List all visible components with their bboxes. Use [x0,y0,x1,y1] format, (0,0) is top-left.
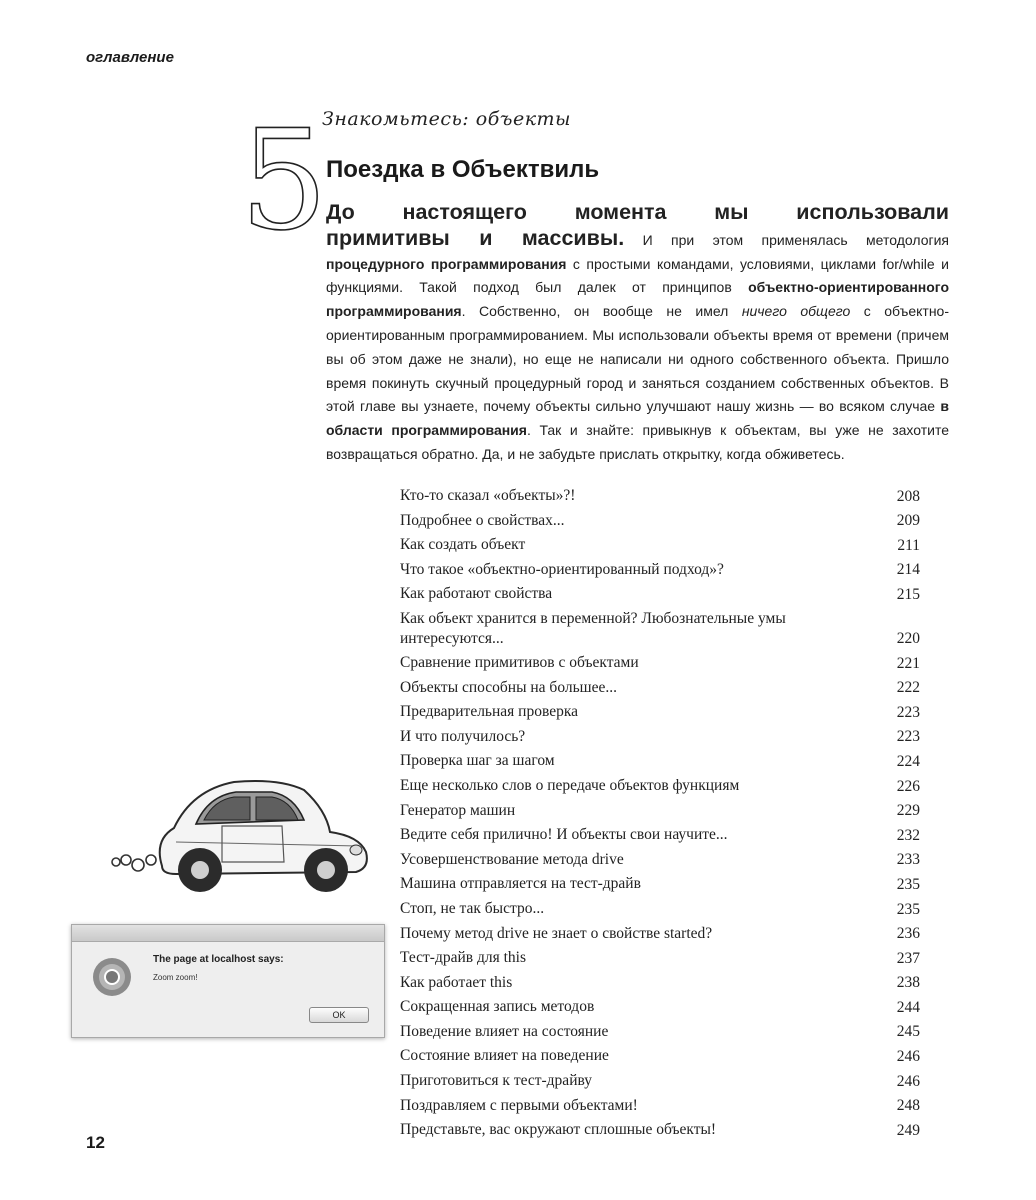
toc-entry-title: Состояние влияет на поведение [400,1047,609,1065]
toc-entry-page: 220 [896,629,920,647]
toc-entry-title: Объекты способны на большее... [400,678,617,696]
toc-row [400,774,920,799]
toc-row [400,946,920,971]
toc-entry-page: 223 [896,703,920,721]
toc-entry-title: Поздравляем с первыми объектами! [400,1096,638,1114]
toc-row [400,1020,920,1045]
toc-entry-page: 232 [896,826,920,844]
toc-entry-title: Как работают свойства [400,585,553,603]
toc-entry-title: Машина отправляется на тест-драйв [400,875,641,893]
toc-entry-title: Тест-драйв для this [400,949,526,967]
toc-entry-page: 229 [896,802,920,820]
toc-entry-title: Подробнее о свойствах... [400,511,565,529]
toc-row [400,676,920,701]
toc-entry-title: Сокращенная запись методов [400,998,595,1016]
ok-button[interactable]: OK [309,1007,369,1023]
running-head: оглавление [86,49,174,66]
toc-entry-page: 246 [896,1048,920,1066]
toc-row [400,533,920,558]
intro-text: . Собственно, он вообще не имел [461,303,742,320]
table-of-contents [400,484,920,1143]
toc-row [400,607,920,651]
intro-text: с простыми командами, условиями, циклами for/while и функциями. Такой подход был далек от принципов [326,255,949,296]
toc-entry-page: 235 [896,875,920,893]
toc-entry-page: 245 [896,1023,920,1041]
toc-entry-title: Как работает this [400,973,513,991]
chapter-title: Поездка в Объектвиль [326,156,600,183]
toc-entry-title: Кто-то сказал «объекты»?! [400,487,576,504]
toc-row [400,700,920,725]
intro-italic: ничего общего [741,303,851,320]
toc-entry-page: 208 [896,487,920,505]
toc-entry-page: 233 [896,851,920,869]
toc-row [400,848,920,873]
toc-row [400,1044,920,1069]
toc-entry-title: Усовершенствование метода drive [400,850,624,868]
toc-entry-page: 209 [896,512,920,530]
toc-entry-title: Еще несколько слов о передаче объектов функциям [400,776,740,794]
chapter-intro [326,201,949,467]
toc-row [400,995,920,1020]
toc-entry-page: 224 [896,752,920,770]
toc-entry-page: 215 [896,585,920,603]
toc-entry-page: 238 [896,974,920,992]
toc-entry-title: Что такое «объектно-ориентированный подход»? [400,560,724,578]
toc-entry-title: И что получилось? [400,727,526,745]
intro-bold: объектно-ориентированного программирования [326,279,949,320]
intro-bold: процедурного программирования [326,255,567,272]
chapter-subtitle: Знакомьтесь: объекты [322,108,572,130]
toc-row [400,823,920,848]
toc-entry-page: 244 [896,998,920,1016]
toc-entry-page: 222 [896,679,920,697]
toc-entry-page: 223 [896,728,920,746]
toc-entry-title: Приготовиться к тест-драйву [400,1072,593,1090]
toc-row [400,1118,920,1143]
toc-row [400,897,920,922]
toc-row [400,971,920,996]
toc-row [400,1069,920,1094]
toc-entry-page: 237 [896,949,920,967]
toc-row [400,749,920,774]
toc-entry-title: Представьте, вас окружают сплошные объекты! [400,1121,717,1139]
toc-entry-page: 226 [896,777,920,795]
alert-dialog [71,924,385,1038]
toc-row [400,509,920,534]
toc-entry-title: Ведите себя прилично! И объекты свои научите... [400,826,728,844]
toc-entry-title: Как создать объект [400,536,526,554]
dialog-titlebar [72,925,384,942]
intro-text: . Так и знайте: привыкнув к объектам, вы уже не захотите возвращаться обратно. Да, и не забудьте прислать открытку, когда обживетесь. [326,422,950,462]
toc-row [400,484,920,509]
toc-entry-title: Поведение влияет на состояние [400,1022,609,1040]
toc-row [400,922,920,947]
toc-entry-page: 214 [896,561,920,579]
toc-entry-page: 211 [897,536,920,554]
toc-entry-page: 248 [896,1097,920,1115]
toc-entry-page: 249 [896,1121,920,1139]
dialog-heading: The page at localhost says: [153,954,284,965]
toc-row [400,582,920,607]
toc-row [400,799,920,824]
toc-row [400,558,920,583]
toc-entry-title: Сравнение примитивов с объектами [400,653,639,671]
toc-entry-page: 246 [896,1072,920,1090]
car-illustration [104,770,394,900]
page-number: 12 [86,1133,105,1152]
toc-entry-page: 235 [896,900,920,918]
chapter-number: 5 [240,100,328,261]
toc-row [400,725,920,750]
intro-lead: До настоящего момента мы использовали примитивы и массивы. [326,200,949,250]
toc-entry-title: Генератор машин [400,801,516,819]
toc-entry-title: Как объект хранится в переменной? Любознательные умы интересуются... [400,609,786,647]
toc-row [400,1094,920,1119]
intro-bold: в области программирования [326,398,949,439]
toc-row [400,651,920,676]
dialog-message: Zoom zoom! [153,973,198,982]
intro-text: И при этом применялась методология [624,231,949,248]
toc-entry-title: Проверка шаг за шагом [400,752,555,770]
toc-entry-page: 236 [896,925,920,943]
toc-entry-title: Почему метод drive не знает о свойстве started? [400,924,713,942]
toc-row [400,872,920,897]
toc-entry-page: 221 [896,654,920,672]
intro-text: с объектно-ориентированным программированием. Мы использовали объекты время от времени (причем вы об этом даже не знали), но еще не написали ни одного собственного объекта. Пришло время покинуть скучный процедурный город и заняться созданием собственных объектов. В этой главе вы узнаете, почему объекты сильно улучшают нашу жизнь — во всяком случае [326,303,950,415]
chrome-icon [92,957,132,997]
toc-entry-title: Предварительная проверка [400,703,579,721]
toc-entry-title: Стоп, не так быстро... [400,899,545,917]
